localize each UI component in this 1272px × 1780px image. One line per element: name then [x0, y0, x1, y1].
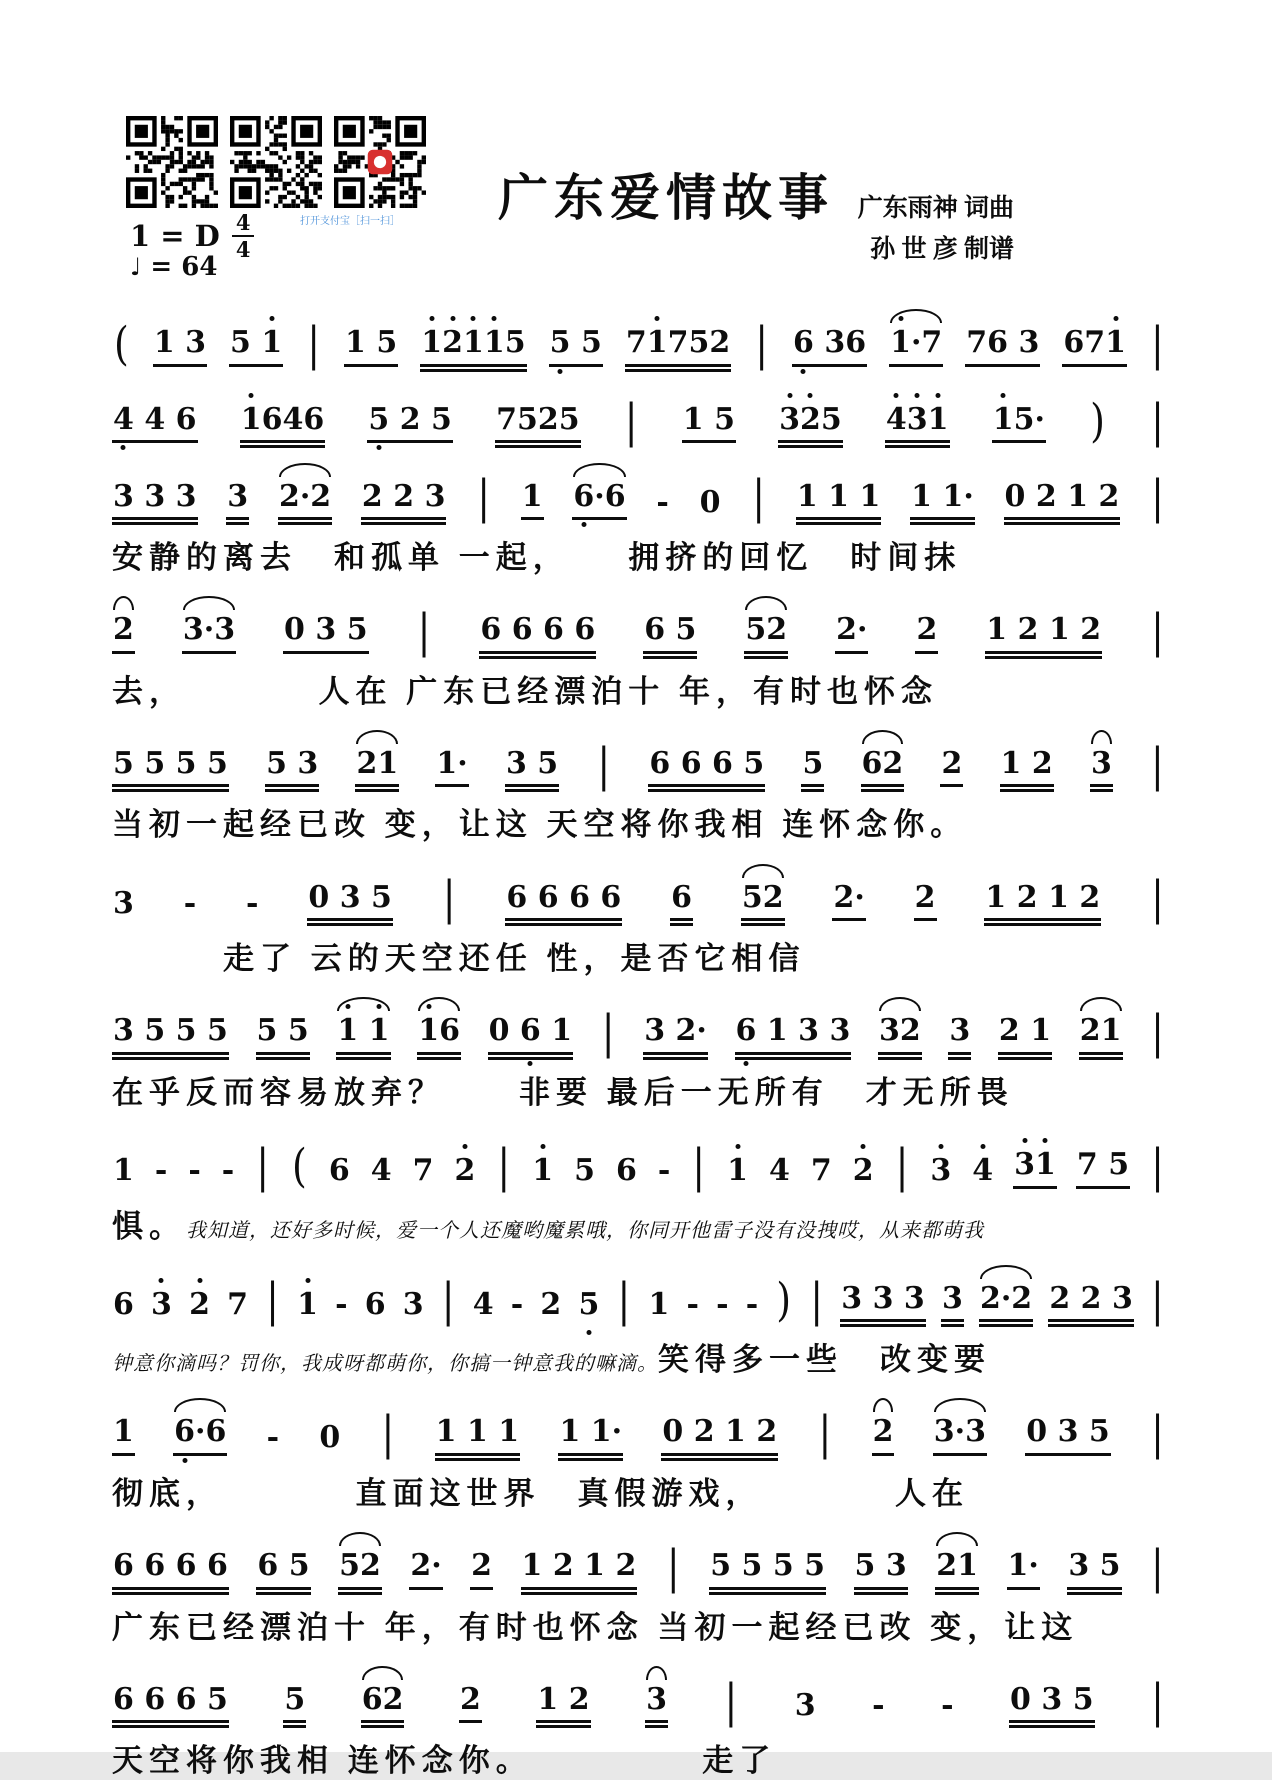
note-token: -: [686, 1286, 699, 1322]
note-token: 5 3: [854, 1549, 908, 1590]
lyric-line: [112, 1334, 1166, 1379]
note-token: 3: [948, 1014, 971, 1055]
note-token: 5 1: [229, 326, 283, 367]
note-token: 3 5 5 5: [112, 1014, 229, 1055]
barline: |: [601, 1005, 615, 1059]
note-token: 2 1: [998, 1014, 1052, 1055]
lyric-segment: 安静的离去 和孤单 一起， 拥挤的回忆 时间抹: [112, 540, 962, 576]
tempo-value: = 64: [150, 252, 218, 282]
credit-lyrics-composer: 广东雨神 词曲: [857, 195, 1014, 222]
note-token: ): [1090, 394, 1105, 447]
note-token: 0: [699, 484, 721, 520]
barline: |: [1151, 1406, 1164, 1460]
note-token: 2·2: [278, 480, 332, 521]
notes-line: [112, 871, 1166, 925]
note-token: 6 6 6 6: [112, 1549, 229, 1590]
note-token: 6·6: [173, 1415, 227, 1456]
note-token: 5 5: [256, 1014, 310, 1055]
note-token: 6: [328, 1153, 350, 1188]
note-token: 1 2: [536, 1683, 590, 1724]
note-token: -: [510, 1286, 524, 1322]
note-token: 3 5: [1067, 1549, 1121, 1590]
note-token: 2: [872, 1415, 895, 1456]
note-token: -: [335, 1286, 348, 1322]
note-token: 3·3: [933, 1415, 987, 1456]
notes-line: [112, 1005, 1166, 1059]
note-token: 3: [226, 480, 249, 521]
barline: |: [307, 317, 321, 371]
note-token: 6 6 6 6: [505, 881, 622, 922]
note-token: (: [292, 1139, 307, 1193]
note-token: 2 2 3: [1048, 1282, 1134, 1323]
note-token: 3: [941, 1282, 964, 1323]
notes-line: [112, 1673, 1166, 1727]
note-token: 2: [459, 1683, 482, 1724]
barline: |: [1151, 1005, 1164, 1059]
note-token: 1 5: [682, 403, 736, 444]
barline: |: [818, 1406, 832, 1460]
note-token: 5: [801, 747, 824, 788]
note-token: 3 2·: [643, 1014, 708, 1055]
barline: |: [692, 1139, 706, 1193]
barline: |: [441, 1272, 455, 1326]
song-title: 广东爱情故事: [498, 169, 834, 226]
note-token: 2: [470, 1549, 493, 1590]
note-token: 0: [319, 1420, 341, 1456]
note-token: 1 1 1: [435, 1415, 521, 1456]
barline: |: [1151, 1540, 1164, 1594]
note-token: 1 1: [336, 1014, 390, 1055]
note-token: 1 1·: [558, 1415, 623, 1456]
lyric-line: [112, 1067, 1166, 1112]
note-token: 5: [283, 1683, 306, 1724]
lyric-line: [112, 1602, 1166, 1647]
note-token: -: [716, 1286, 729, 1322]
lyric-segment: 当初一起经已改 变，让这 天空将你我相 连怀念你。: [112, 807, 968, 843]
barline: |: [1151, 317, 1164, 371]
barline: |: [1151, 1272, 1164, 1326]
tempo-marking: [130, 252, 217, 282]
note-token: 0 3 5: [283, 613, 369, 654]
note-token: 6 1 3 3: [735, 1014, 852, 1055]
note-token: 2: [915, 613, 938, 654]
note-token: 2·2: [979, 1282, 1033, 1323]
note-token: 6: [364, 1286, 386, 1322]
note-token: -: [183, 885, 197, 921]
notes-line: [112, 394, 1166, 447]
note-token: 1 5: [344, 326, 398, 367]
note-token: 6 6 6 5: [112, 1683, 229, 1724]
barline: |: [617, 1272, 631, 1326]
lyric-segment-small: 我知道，还好多时候，爱一个人还魔哟魔累哦，你同开他雷子没有没拽哎，从来都萌我: [186, 1219, 984, 1242]
note-token: 6: [615, 1153, 637, 1188]
key-label: 1 = D: [130, 219, 220, 253]
lyric-segment: 彻底， 直面这世界 真假游戏， 人在: [112, 1475, 969, 1511]
note-token: 2: [189, 1286, 210, 1322]
note-token: -: [657, 1153, 671, 1188]
time-signature: [232, 212, 255, 260]
note-token: 52: [338, 1549, 382, 1590]
lyric-segment: 广东已经漂泊十 年，有时也怀念 当初一起经已改 变，让这: [112, 1609, 1079, 1645]
barline: |: [417, 604, 431, 658]
note-token: 1 2 1 2: [985, 613, 1102, 654]
note-token: -: [188, 1153, 201, 1188]
barline: |: [477, 470, 491, 524]
note-token: 7: [227, 1286, 248, 1322]
note-token: -: [872, 1687, 885, 1723]
note-token: 2: [914, 881, 937, 922]
note-token: 1 1 1: [796, 480, 882, 521]
note-token: 6·6: [572, 480, 626, 521]
note-token: 3·3: [182, 613, 236, 654]
credits: [858, 188, 1014, 271]
note-token: 1: [532, 1153, 554, 1188]
lyric-line: [112, 1201, 1166, 1246]
note-token: 6 5: [643, 613, 697, 654]
note-token: 5: [574, 1153, 595, 1188]
note-token: 7: [412, 1153, 434, 1188]
note-token: -: [246, 885, 259, 921]
notes-line: [112, 1139, 1166, 1193]
note-token: -: [745, 1286, 759, 1322]
lyric-segment-small: 钟意你滴吗？罚你，我成呀都萌你，你搞一钟意我的嘛滴。: [112, 1353, 658, 1376]
note-token: 16: [417, 1014, 461, 1055]
notes-line: [112, 1272, 1166, 1326]
note-token: 4 4 6: [112, 403, 198, 444]
notes-line: [112, 604, 1166, 658]
barline: |: [666, 1540, 680, 1594]
qr-caption: 打开支付宝［扫一扫］: [300, 216, 400, 227]
note-token: 4: [768, 1153, 790, 1188]
note-token: 31: [1013, 1148, 1057, 1189]
note-token: 3 3 3: [840, 1282, 926, 1323]
note-token: 1646: [240, 403, 326, 444]
note-token: -: [656, 484, 669, 520]
note-token: 2: [112, 613, 135, 654]
note-token: 0 3 5: [307, 881, 393, 922]
note-token: 1·7: [889, 326, 943, 367]
barline: |: [1151, 738, 1164, 791]
notes-line: [112, 470, 1166, 524]
note-token: 1·: [1007, 1549, 1040, 1590]
credit-score-maker: 孙 世 彦 制谱: [870, 236, 1014, 264]
note-token: 7 5: [1076, 1148, 1130, 1189]
barline: |: [755, 317, 769, 371]
note-token: 0 2 1 2: [661, 1415, 778, 1456]
note-token: -: [221, 1153, 235, 1188]
note-token: 6: [113, 1286, 134, 1322]
note-token: 2: [852, 1153, 874, 1188]
note-token: -: [266, 1420, 280, 1456]
note-token: 5 2 5: [367, 403, 453, 444]
note-token: 7: [810, 1153, 832, 1188]
note-token: 6 6 6 5: [648, 747, 765, 788]
note-token: 1 3: [153, 326, 207, 367]
note-token: 0 6 1: [488, 1014, 574, 1055]
barline: |: [624, 394, 638, 447]
barline: |: [895, 1139, 909, 1193]
lyric-line: [112, 933, 1166, 978]
note-token: 3: [113, 885, 134, 921]
lyric-segment: 惧。: [112, 1208, 186, 1244]
note-token: 3: [794, 1687, 816, 1723]
lyric-segment: 走了 云的天空还任 性，是否它相信: [112, 941, 806, 977]
barline: |: [381, 1406, 395, 1460]
note-token: 2: [454, 1153, 476, 1188]
barline: |: [724, 1673, 738, 1727]
lyric-line: [112, 1735, 1166, 1780]
note-token: 21: [1079, 1014, 1123, 1055]
note-token: 1 1·: [910, 480, 975, 521]
notes-line: [112, 317, 1166, 371]
note-token: 5: [578, 1286, 600, 1322]
note-token: -: [154, 1153, 168, 1188]
barline: |: [1151, 871, 1164, 925]
barline: |: [597, 738, 611, 791]
lyric-segment: 笑得多一些 改变要: [658, 1342, 991, 1378]
quarter-note-icon: ♩: [130, 253, 142, 281]
note-token: 1: [112, 1415, 135, 1456]
barline: |: [266, 1272, 279, 1326]
note-token: 325: [778, 403, 843, 444]
note-token: 3: [151, 1286, 172, 1322]
barline: |: [256, 1139, 270, 1193]
note-token: 6 6 6 6: [479, 613, 596, 654]
note-token: 5 5 5 5: [709, 1549, 826, 1590]
barline: |: [1151, 470, 1164, 524]
lyric-segment: 去， 人在 广东已经漂泊十 年，有时也怀念: [112, 673, 938, 709]
barline: |: [1151, 1139, 1164, 1193]
note-token: 1: [648, 1286, 670, 1322]
barline: |: [752, 470, 766, 524]
note-token: 3 5: [505, 747, 559, 788]
lyric-segment: 在乎反而容易放弃？ 非要 最后一无所有 才无所畏: [112, 1074, 1014, 1110]
lyric-line: [112, 666, 1166, 711]
note-token: -: [941, 1687, 954, 1723]
note-token: 5 3: [265, 747, 319, 788]
note-token: 4: [370, 1153, 392, 1188]
barline: |: [1151, 394, 1164, 447]
note-token: 62: [361, 1683, 405, 1724]
note-token: 3: [402, 1286, 424, 1322]
note-token: 1: [727, 1153, 748, 1188]
note-token: 4: [472, 1286, 494, 1322]
note-token: 1 2: [1000, 747, 1054, 788]
note-token: 6 5: [256, 1549, 310, 1590]
note-token: 52: [741, 881, 785, 922]
note-token: 12115: [420, 326, 526, 367]
note-token: 0 3 5: [1025, 1415, 1111, 1456]
notes-line: [112, 1406, 1166, 1460]
note-token: 0 2 1 2: [1004, 480, 1121, 521]
note-token: 52: [744, 613, 788, 654]
note-token: 2·: [835, 613, 868, 654]
note-token: 6: [670, 881, 693, 922]
note-token: 2·: [832, 881, 865, 922]
note-token: 3 3 3: [112, 480, 198, 521]
note-token: 3: [1090, 747, 1113, 788]
notes-line: [112, 1540, 1166, 1594]
note-token: 71752: [625, 326, 731, 367]
time-lower: 4: [235, 237, 251, 262]
note-token: 4: [972, 1153, 994, 1188]
note-token: ): [776, 1272, 792, 1326]
note-token: 431: [885, 403, 950, 444]
note-token: 1: [297, 1286, 318, 1322]
barline: |: [497, 1139, 511, 1193]
note-token: 7525: [495, 403, 581, 444]
lyric-segment: 天空将你我相 连怀念你。 走了: [112, 1743, 777, 1779]
note-token: 6 36: [792, 326, 867, 367]
lyric-line: [112, 1468, 1166, 1513]
note-token: 1: [113, 1153, 134, 1188]
time-upper: 4: [232, 212, 255, 237]
note-token: 2·: [409, 1549, 442, 1590]
note-token: 671: [1062, 326, 1127, 367]
note-token: 15·: [992, 403, 1046, 444]
note-token: 2: [540, 1286, 562, 1322]
score: [112, 290, 1166, 1780]
note-token: 2 2 3: [361, 480, 447, 521]
barline: |: [810, 1272, 824, 1326]
note-token: 1 2 1 2: [984, 881, 1101, 922]
note-token: 1·: [435, 747, 468, 788]
note-token: 76 3: [965, 326, 1040, 367]
note-token: 21: [355, 747, 399, 788]
note-token: 62: [861, 747, 905, 788]
note-token: 3: [930, 1153, 952, 1188]
note-token: 1 2 1 2: [521, 1549, 638, 1590]
barline: |: [442, 871, 456, 925]
note-token: 5 5 5 5: [112, 747, 229, 788]
note-token: 0 3 5: [1009, 1683, 1095, 1724]
note-token: 1: [521, 480, 544, 521]
note-token: 3: [645, 1683, 668, 1724]
lyric-line: [112, 532, 1166, 577]
note-token: (: [114, 317, 129, 371]
note-token: 32: [878, 1014, 922, 1055]
barline: |: [1151, 1673, 1164, 1727]
note-token: 5 5: [549, 326, 603, 367]
note-token: 2: [940, 747, 963, 788]
note-token: 21: [935, 1549, 979, 1590]
notes-line: [112, 738, 1166, 791]
lyric-line: [112, 799, 1166, 844]
barline: |: [1151, 604, 1164, 658]
